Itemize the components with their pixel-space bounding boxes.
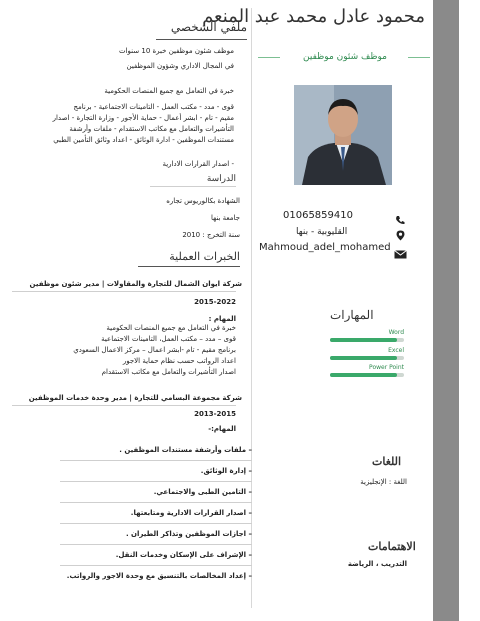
education-block <box>80 193 240 244</box>
profile-line: خبرة في التعامل مع جميع المنصات الحكومية <box>104 87 234 95</box>
location-pin-icon <box>396 226 405 245</box>
task-item: اعداد الرواتب حسب نظام حماية الاجور <box>122 357 236 365</box>
job-1-company: شركة ايوان الشمال للتجارة والمقاولات <box>106 280 242 288</box>
task-item-text: الإشراف على الإسكان وخدمات النقل. <box>115 551 247 559</box>
profile-summary-1 <box>70 44 234 74</box>
location-text: القليوبية - بنها <box>296 227 348 237</box>
title-rule-right <box>408 57 430 58</box>
languages-text: اللغة : الإنجليزية <box>360 478 407 486</box>
task-item: – اجازات الموظفين وتذاكر الطيران . <box>125 530 252 538</box>
skill-bar-fill <box>330 338 397 342</box>
education-year: سنة التخرج : 2010 <box>182 231 240 239</box>
profile-line: مستندات الموظفين - ادارة الوثائق - اعداد وثائق التأمين الطبي <box>53 136 234 144</box>
skill-bar-fill <box>330 373 397 377</box>
task-item-text: التامين الطبى والاجتماعي. <box>153 488 247 496</box>
skills-title: المهارات <box>330 308 374 322</box>
email-text: Mahmoud_adel_mohamed <box>259 242 391 253</box>
skill-label: Power Point <box>369 364 404 371</box>
job-2-company: شركة مجموعة البسامي للتجارة <box>134 394 242 402</box>
full-name: محمود عادل محمد عبد المنعم <box>202 6 425 27</box>
skill-bar <box>330 338 404 342</box>
task-item: برنامج مقيم - تام -ابشر اعمال – مركز الاعمال السعودي <box>73 346 236 354</box>
job-2-period: 2013-2015 <box>194 410 236 418</box>
profile-line: موظف شئون موظفين خبرة 10 سنوات <box>119 47 234 55</box>
profile-line: قوى - مدد - مكتب العمل - التامينات الاجتماعية - برنامج <box>73 103 234 111</box>
skill-bar-fill <box>330 356 397 360</box>
profile-title-rule <box>156 39 247 40</box>
profile-line: - اصدار القرارات الادارية <box>162 160 234 168</box>
side-strip <box>433 0 459 621</box>
task-item: – الإشراف على الإسكان وخدمات النقل. <box>115 551 252 559</box>
job-1-tasks-title: المهام : <box>208 315 236 323</box>
profile-photo <box>294 85 392 185</box>
task-item-text: ملفات وأرشفة مستندات الموظفين . <box>119 446 247 454</box>
profile-line: في المجال الاداري وشؤون الموظفين <box>126 62 234 70</box>
task-item-text: اصدار القرارات الادارية ومتابعتها. <box>130 509 247 517</box>
skill-label: Excel <box>388 347 404 354</box>
envelope-icon <box>394 244 407 263</box>
task-item-text: إعداد المخالصات بالتنسيق مع وحدة الاجور والرواتب. <box>66 572 247 580</box>
task-item: – ملفات وأرشفة مستندات الموظفين . <box>119 446 252 454</box>
task-item: خبرة في التعامل مع جميع المنصات الحكومية <box>106 324 236 332</box>
job-2-tasks <box>60 440 252 586</box>
phone-number: 01065859410 <box>283 210 353 221</box>
task-item: – إعداد المخالصات بالتنسيق مع وحدة الاجور والرواتب. <box>66 572 252 580</box>
education-title-rule <box>150 186 236 187</box>
job-1-period: 2015-2022 <box>194 298 236 306</box>
job-2-rule <box>12 405 236 406</box>
job-2-role: مدير وحدة خدمات الموظفين <box>28 394 127 402</box>
interests-title: الاهتمامات <box>368 540 416 553</box>
profile-summary-2 <box>14 102 234 146</box>
skill-label: Word <box>388 329 404 336</box>
task-item: قوى – مدد – مكتب العمل، التامينات الاجتماعية <box>101 335 236 343</box>
job-2-header <box>20 392 242 405</box>
job-separator: | <box>99 280 105 288</box>
education-title: الدراسة <box>206 174 236 184</box>
job-title: موظف شئون موظفين <box>303 52 387 62</box>
task-item: – اصدار القرارات الادارية ومتابعتها. <box>130 509 252 517</box>
experience-title: الخبرات العملية <box>169 250 240 263</box>
profile-line: مقيم - تام - ابشر أعمال - حماية الأجور - وزارة التجارة - اصدار <box>52 114 234 122</box>
languages-title: اللغات <box>372 455 402 468</box>
task-item-text: اجازات الموظفين وتذاكر الطيران . <box>125 530 247 538</box>
education-degree: الشهادة بكالوريوس تجاره <box>166 197 240 205</box>
education-university: جامعة بنها <box>211 214 240 222</box>
interests-text: التدريب ، الرياضة <box>347 560 407 568</box>
job-2-tasks-title: المهام:- <box>208 425 236 433</box>
task-item: – إدارة الوثائق. <box>200 467 252 475</box>
job-1-tasks <box>14 323 236 378</box>
task-item: – التامين الطبى والاجتماعي. <box>153 488 252 496</box>
experience-title-rule <box>138 266 240 267</box>
skill-bar <box>330 373 404 377</box>
profile-photo-image <box>294 85 392 185</box>
job-1-header <box>20 278 242 291</box>
task-item-text: إدارة الوثائق. <box>200 467 247 475</box>
task-item: اصدار التأشيرات والتعامل مع مكاتب الاستقدام <box>101 368 236 376</box>
profile-line: التأشيرات والتعامل مع مكاتب الاستقدام - ملفات وأرشفة <box>69 125 234 133</box>
profile-title: ملفي الشخصي <box>170 20 247 34</box>
job-1-role: مدير شئون موظفين <box>29 280 100 288</box>
job-separator: | <box>126 394 132 402</box>
job-1-rule <box>12 291 236 292</box>
skill-bar <box>330 356 404 360</box>
